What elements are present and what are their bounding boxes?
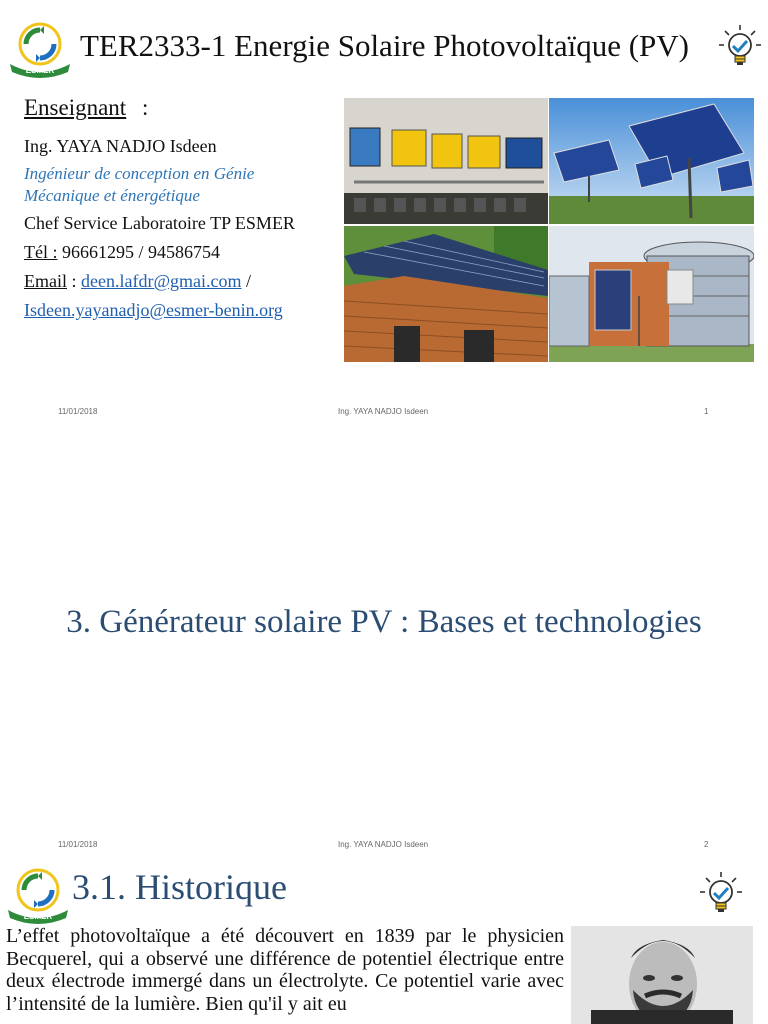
photo-modern-building: [549, 226, 754, 362]
teacher-service: Chef Service Laboratoire TP ESMER: [24, 213, 295, 233]
teacher-name: Ing. YAYA NADJO Isdeen: [24, 136, 217, 156]
email-slash: /: [241, 271, 252, 291]
email-separator: :: [67, 271, 82, 291]
slide-1: [0, 0, 768, 430]
teacher-email-2: [24, 299, 283, 321]
slide-title: TER2333-1 Energie Solaire Photovoltaïque (PV): [80, 28, 689, 63]
photo-inverters: [344, 98, 548, 224]
svg-text:ESMER: ESMER: [25, 66, 55, 75]
esmer-logo: [8, 20, 72, 78]
svg-text:ESMER: ESMER: [23, 912, 53, 921]
teacher-phone: [24, 241, 220, 263]
esmer-logo: [6, 866, 70, 924]
lightbulb-icon: [698, 870, 744, 916]
historique-paragraph: L’effet photovoltaïque a été découvert en 1839 par le physicien Becquerel, qui a observé une différence de potentiel électrique entre deux électrode immergé dans un électrolyte. Ce potentiel varie avec l’intensité de la lumière. Bien qu'il y ait eu: [6, 925, 564, 1015]
phone-label: Tél :: [24, 242, 58, 262]
teacher-role-line2: Mécanique et énergétique: [24, 186, 200, 205]
teacher-heading: Enseignant: [24, 95, 127, 120]
phone-value: 96661295 / 94586754: [57, 242, 221, 262]
teacher-colon: :: [142, 95, 149, 120]
footer-author: Ing. YAYA NADJO Isdeen: [338, 407, 429, 416]
photo-solar-trackers: [549, 98, 754, 224]
email-label: Email: [24, 271, 67, 291]
email-link-1[interactable]: deen.lafdr@gmai.com: [81, 271, 242, 291]
footer-page: 1: [704, 407, 709, 416]
footer-date: 11/01/2018: [58, 840, 98, 849]
footer-date: 11/01/2018: [58, 407, 98, 416]
email-link-2[interactable]: Isdeen.yayanadjo@esmer-benin.org: [24, 300, 283, 320]
lightbulb-icon: [717, 23, 763, 69]
footer-author: Ing. YAYA NADJO Isdeen: [338, 840, 429, 849]
footer-page: 2: [704, 840, 709, 849]
teacher-email: [24, 270, 251, 292]
teacher-role-line1: Ingénieur de conception en Génie: [24, 164, 255, 183]
becquerel-portrait: [571, 926, 753, 1024]
section-title: 3. Générateur solaire PV : Bases et technologies: [66, 604, 702, 640]
slide-title: 3.1. Historique: [72, 867, 287, 907]
photo-wooden-house: [344, 226, 548, 362]
